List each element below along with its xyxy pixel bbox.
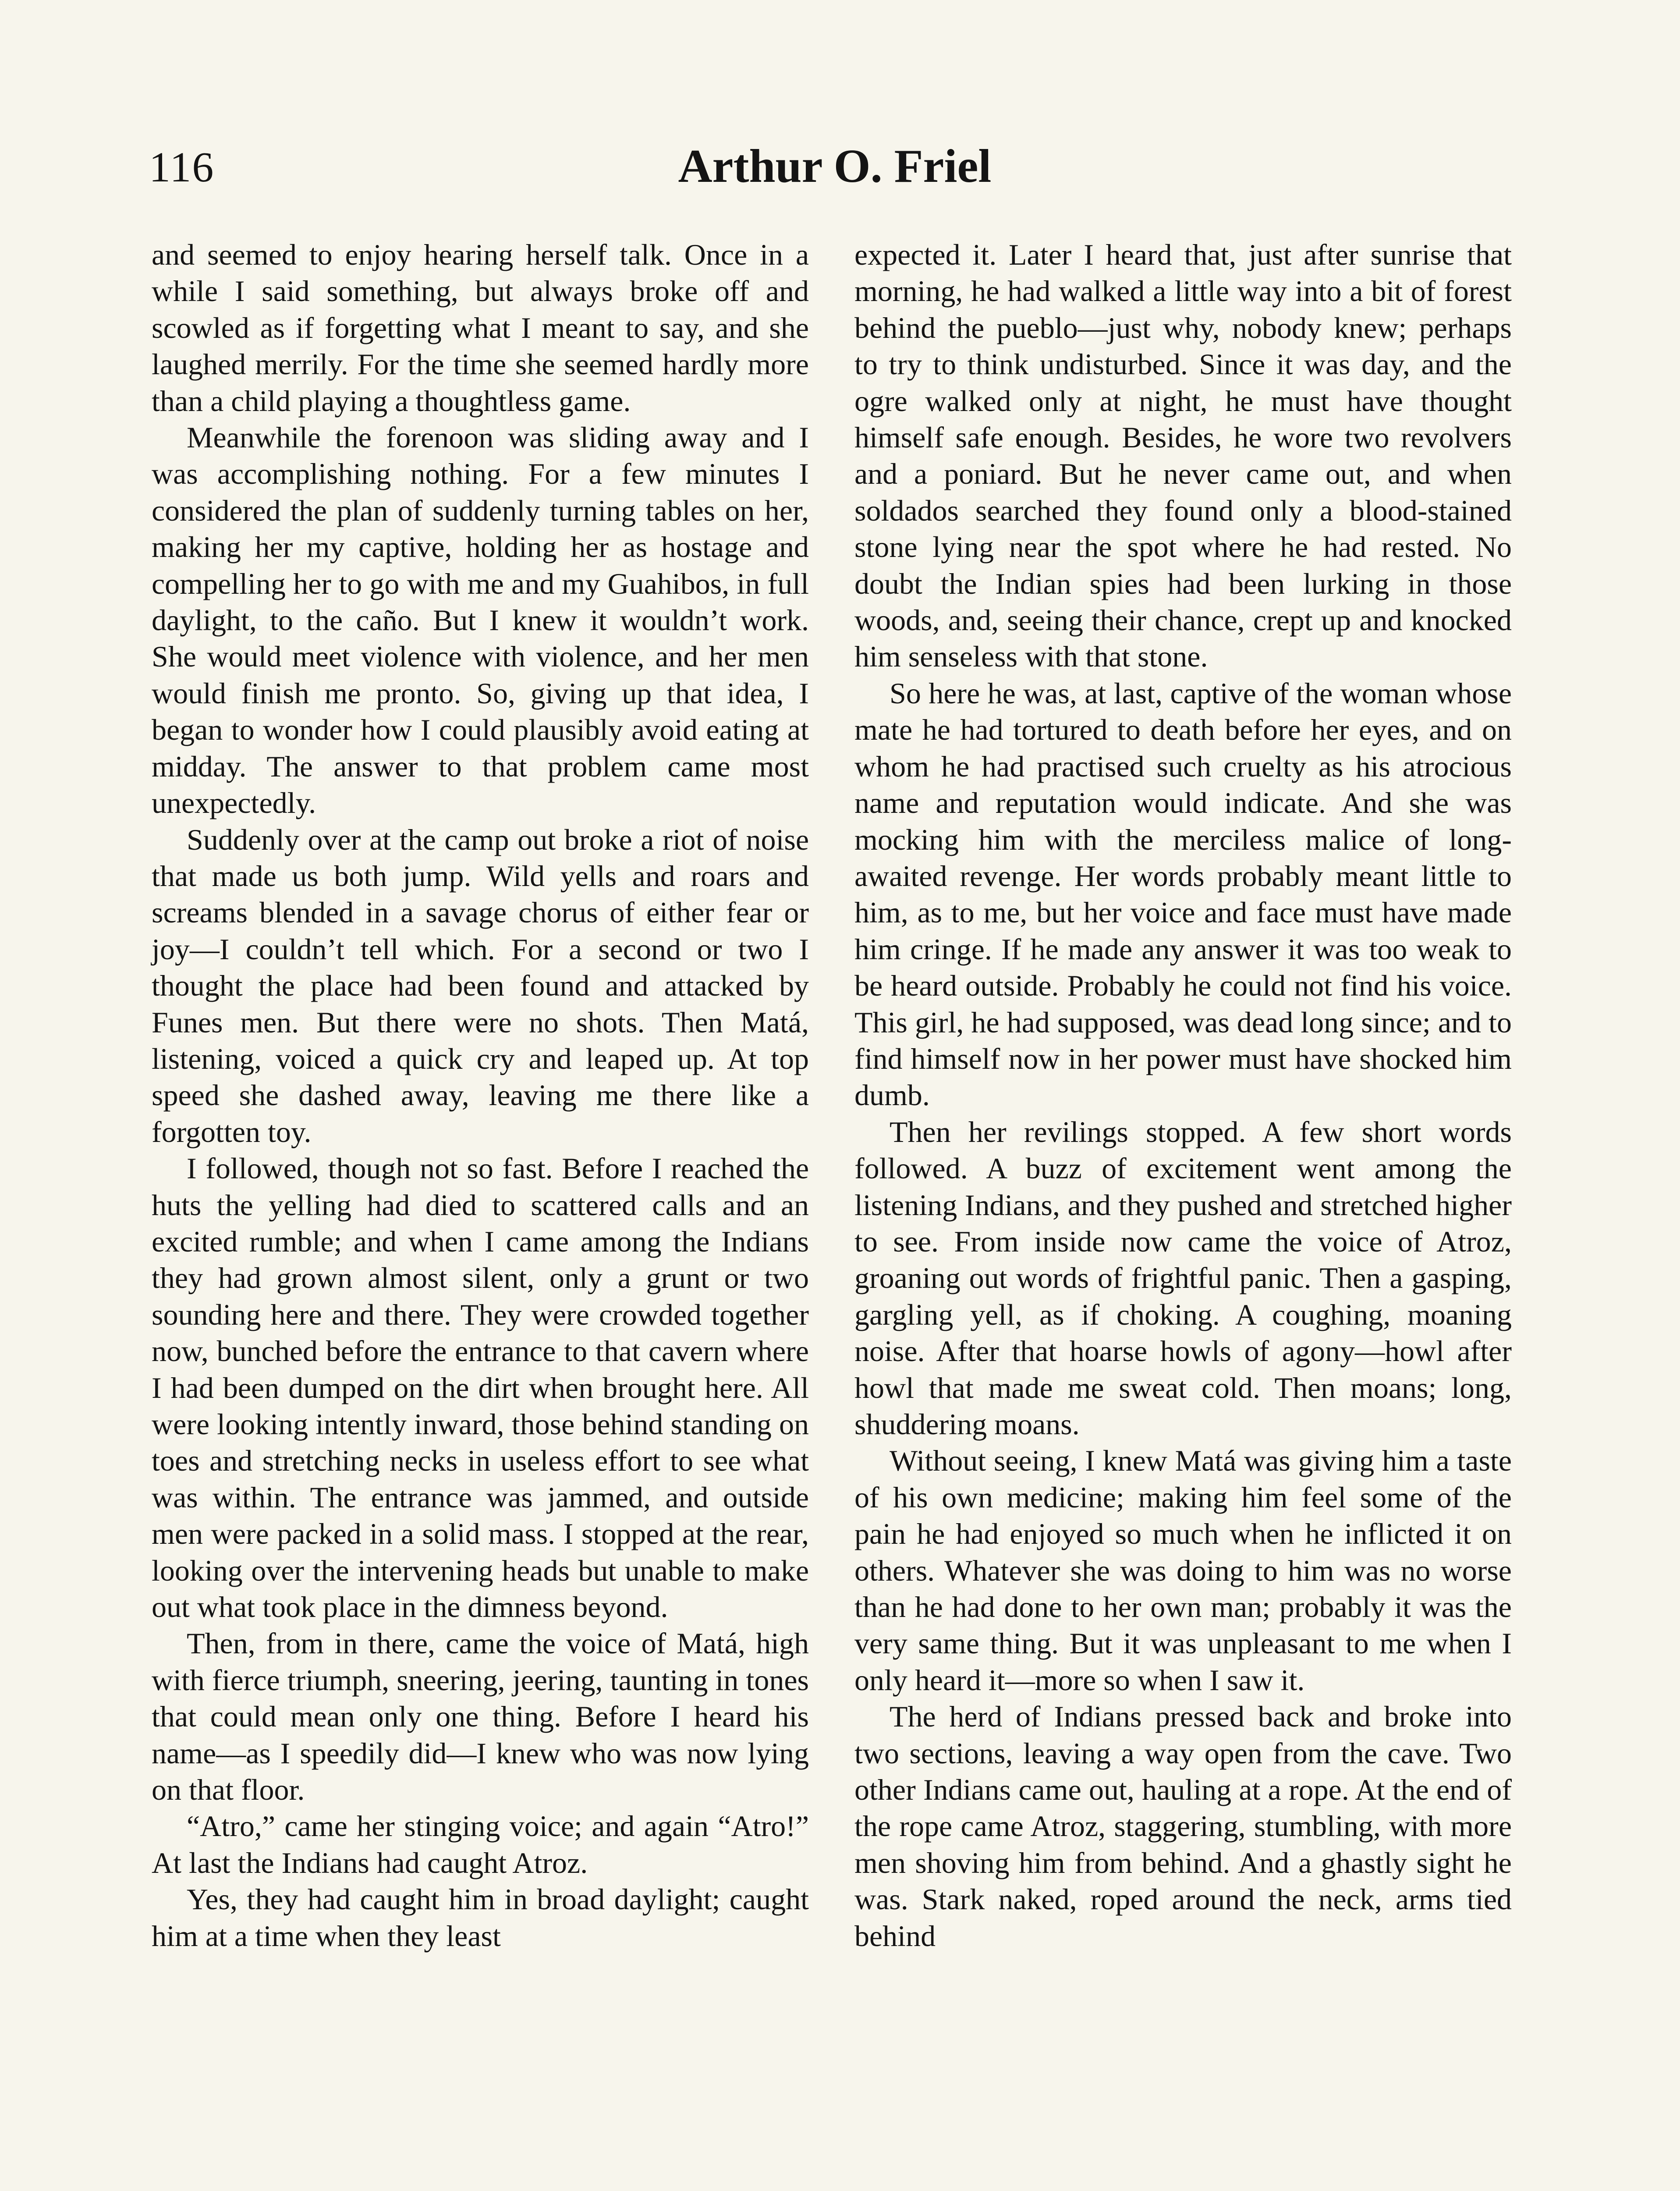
right-column bbox=[854, 237, 1512, 1954]
page-header bbox=[149, 139, 1521, 205]
paragraph: and seemed to enjoy hearing herself talk. Once in a while I said something, but always broke off and scowled as if forgetting what I meant to say, and she laughed merrily. For the time she seemed hardly more than a child playing a thoughtless game. bbox=[152, 238, 809, 418]
page-number: 116 bbox=[149, 144, 215, 191]
paragraph: I followed, though not so fast. Before I reached the huts the yelling had died to scattered calls and an excited rumble; and when I came among the Indians they had grown almost silent, only a grunt or two sounding here and there. They were crowded together now, bunched before the entrance to that cavern where I had been dumped on the dirt when brought here. All were looking intently inward, those behind standing on toes and stretching necks in useless effort to see what was within. The entrance was jammed, and outside men were packed in a solid mass. I stopped at the rear, looking over the intervening heads but unable to make out what took place in the dimness beyond. bbox=[152, 1152, 809, 1624]
paragraph: “Atro,” came her stinging voice; and again “Atro!” At last the Indians had caught Atroz. bbox=[152, 1809, 809, 1879]
paragraph: Without seeing, I knew Matá was giving him a taste of his own medicine; making him feel some of the pain he had enjoyed so much when he inflicted it on others. Whatever she was doing to him was no worse than he had done to her own man; probably it was the very same thing. But it was unpleasant to me when I only heard it—more so when I saw it. bbox=[854, 1444, 1512, 1697]
paragraph: Meanwhile the forenoon was sliding away and I was accomplishing nothing. For a few minutes I considered the plan of suddenly turning tables on her, making her my captive, holding her as hostage and compelling her to go with me and my Guahibos, in full daylight, to the caño. But I knew it wouldn’t work. She would meet violence with violence, and her men would finish me pronto. So, giving up that idea, I began to wonder how I could plausibly avoid eating at midday. The answer to that problem came most unexpectedly. bbox=[152, 421, 809, 820]
paragraph: Then her revilings stopped. A few short words followed. A buzz of excitement went among the listening Indians, and they pushed and stretched higher to see. From inside now came the voice of Atroz, groaning out words of frightful panic. Then a gasping, gargling yell, as if choking. A coughing, moaning noise. After that hoarse howls of agony—howl after howl that made me sweat cold. Then moans; long, shuddering moans. bbox=[854, 1115, 1512, 1441]
paragraph: Then, from in there, came the voice of Matá, high with fierce triumph, sneering, jeering, taunting in tones that could mean only one thing. Before I heard his name—as I speedily did—I knew who was now lying on that floor. bbox=[152, 1627, 809, 1807]
paragraph: The herd of Indians pressed back and broke into two sections, leaving a way open from the cave. Two other Indians came out, hauling at a rope. At the end of the rope came Atroz, staggering, stumbling, with more men shoving him from behind. And a ghastly sight he was. Stark naked, roped around the neck, arms tied behind bbox=[854, 1700, 1512, 1953]
running-head-author: Arthur O. Friel bbox=[678, 140, 992, 192]
paragraph: expected it. Later I heard that, just after sunrise that morning, he had walked a little way into a bit of forest behind the pueblo—just why, nobody knew; perhaps to try to think undisturbed. Since it was day, and the ogre walked only at night, he must have thought himself safe enough. Besides, he wore two revolvers and a poniard. But he never came out, and when soldados searched they found only a blood-stained stone lying near the spot where he had rested. No doubt the Indian spies had been lurking in those woods, and, seeing their chance, crept up and knocked him senseless with that stone. bbox=[854, 238, 1512, 674]
paragraph: Suddenly over at the camp out broke a riot of noise that made us both jump. Wild yells and roars and screams blended in a savage chorus of either fear or joy—I couldn’t tell which. For a second or two I thought the place had been found and attacked by Funes men. But there were no shots. Then Matá, listening, voiced a quick cry and leaped up. At top speed she dashed away, leaving me there like a forgotten toy. bbox=[152, 823, 809, 1149]
left-column bbox=[152, 237, 809, 1954]
paragraph: Yes, they had caught him in broad daylight; caught him at a time when they least bbox=[152, 1883, 809, 1953]
paragraph: So here he was, at last, captive of the woman whose mate he had tortured to death before her eyes, and on whom he had practised such cruelty as his atrocious name and reputation would indicate. And she was mocking him with the merciless malice of long-awaited revenge. Her words probably meant little to him, as to me, but her voice and face must have made him cringe. If he made any answer it was too weak to be heard outside. Probably he could not find his voice. This girl, he had supposed, was dead long since; and to find himself now in her power must have shocked him dumb. bbox=[854, 676, 1512, 1112]
